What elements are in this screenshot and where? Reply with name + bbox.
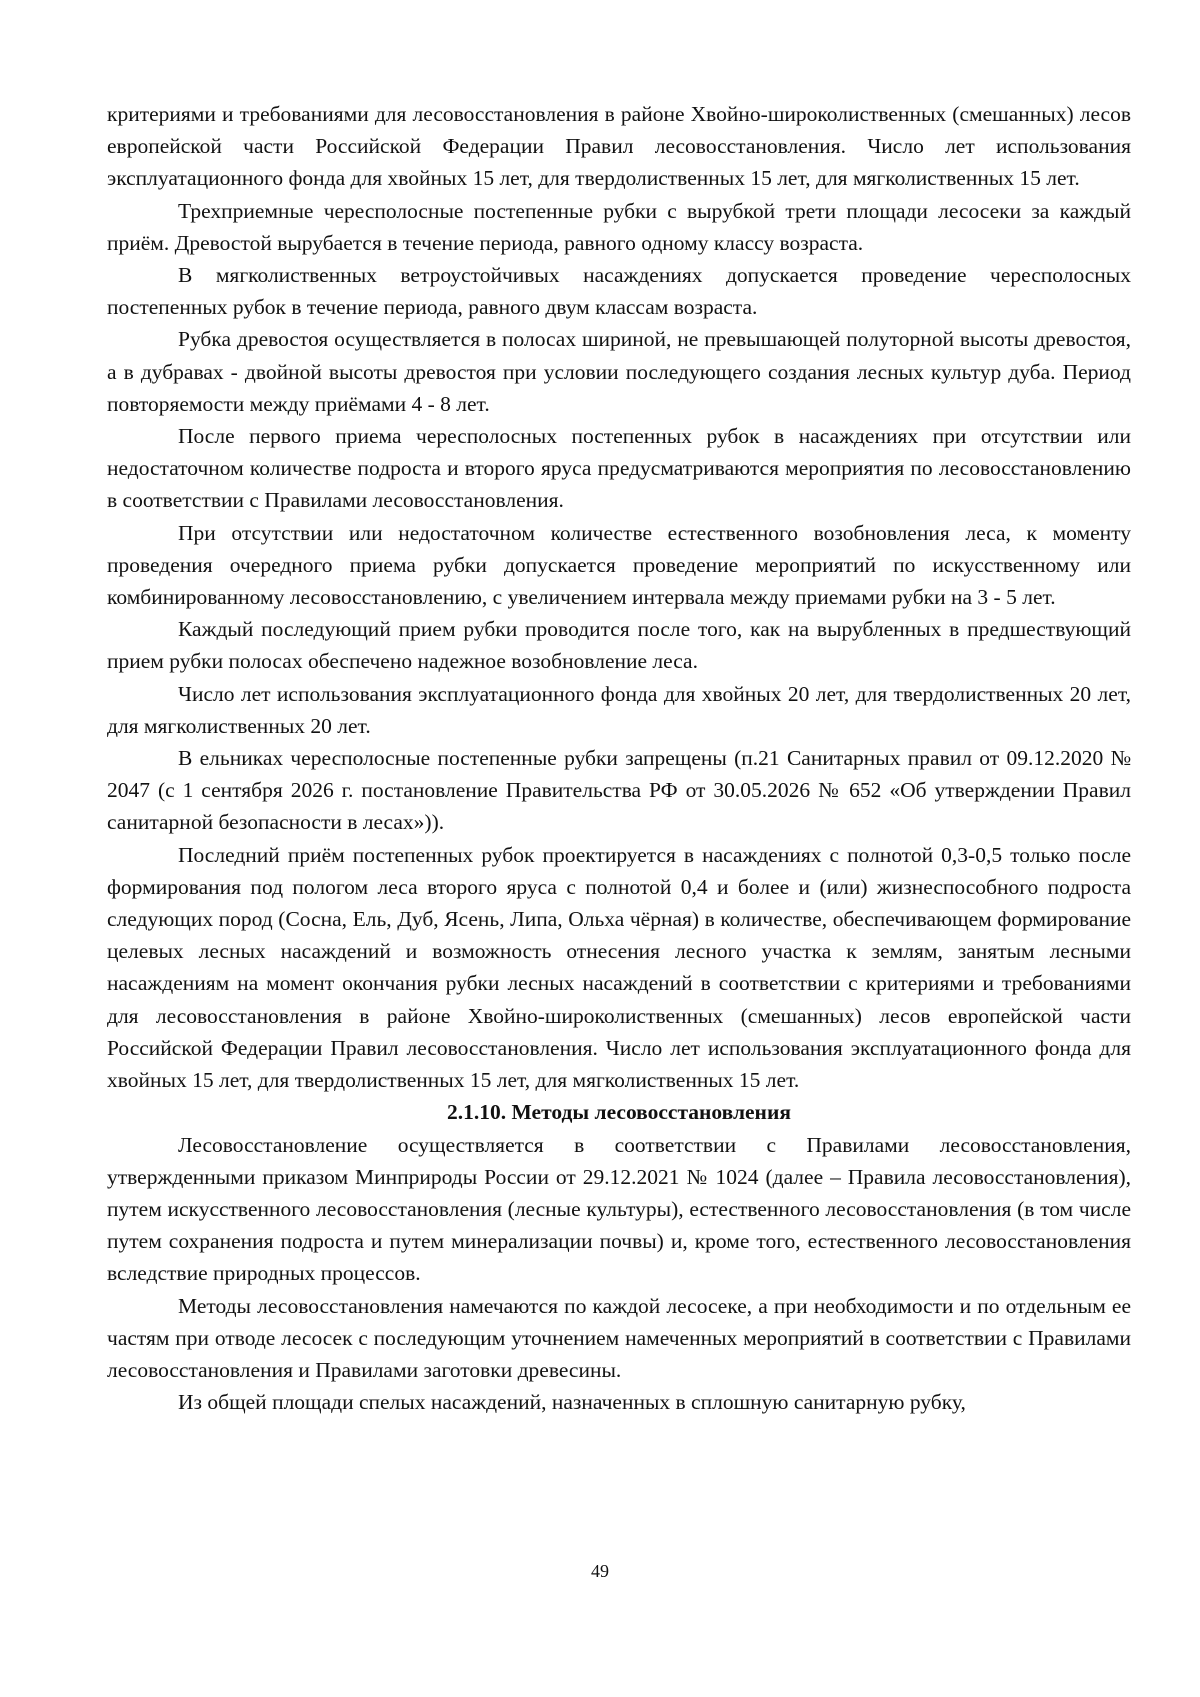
page-number: 49: [591, 1561, 609, 1581]
paragraph-reforestation-methods: Методы лесовосстановления намечаются по каждой лесосеке, а при необходимости и по отдельным ее частям при отводе лесосек с последующим уточнением намеченных мероприятий в соответствии с Правилами лесовосстановления и Правилами заготовки древесины.: [107, 1293, 1131, 1382]
paragraph-subsequent-stage: Каждый последующий прием рубки проводится после того, как на вырубленных в предшествующий прием рубки полосах обеспечено надежное возобновление леса.: [107, 617, 1131, 674]
paragraph-continuation: критериями и требованиями для лесовосстановления в районе Хвойно-широколиственных (смешанных) лесов европейской части Российской Федерации Правил лесовосстановления. Число лет использования эксплуатационного фонда для хвойных 15 лет, для твердолиственных 15 лет, для мягколиственных 15 лет.: [107, 102, 1131, 191]
paragraph-total-area: Из общей площади спелых насаждений, назначенных в сплошную санитарную рубку,: [178, 1390, 966, 1415]
paragraph-after-first-stage: После первого приема чересполосных постепенных рубок в насаждениях при отсутствии или недостаточном количестве подроста и второго яруса предусматриваются мероприятия по лесовосстановлению в соответствии с Правилами лесовосстановления.: [107, 424, 1131, 513]
paragraph-insufficient-regeneration: При отсутствии или недостаточном количестве естественного возобновления леса, к моменту проведения очередного приема рубки допускается проведение мероприятий по искусственному или комбинированному лесовосстановлению, с увеличением интервала между приемами рубки на 3 - 5 лет.: [107, 520, 1131, 610]
paragraph-spruce-prohibition: В ельниках чересполосные постепенные рубки запрещены (п.21 Санитарных правил от 09.12.2020 № 2047 (с 1 сентября 2026 г. постановление Правительства РФ от 30.05.2026 № 652 «Об утверждении Правил санитарной безопасности в лесах»)).: [107, 746, 1131, 835]
paragraph-three-stage-cuts: Трехприемные чересполосные постепенные рубки с вырубкой трети площади лесосеки за каждый приём. Древостой вырубается в течение периода, равного одному классу возраста.: [107, 198, 1131, 255]
paragraph-fund-years-20: Число лет использования эксплуатационного фонда для хвойных 20 лет, для твердолиственных 20 лет, для мягколиственных 20 лет.: [107, 681, 1131, 738]
paragraph-softwood-stands: В мягколиственных ветроустойчивых насаждениях допускается проведение чересполосных постепенных рубок в течение периода, равного двум классам возраста.: [107, 263, 1131, 320]
paragraph-last-stage: Последний приём постепенных рубок проектируется в насаждениях с полнотой 0,3-0,5 только после формирования под пологом леса второго яруса с полнотой 0,4 и более и (или) жизнеспособного подроста следующих пород (Сосна, Ель, Дуб, Ясень, Липа, Ольха чёрная) в количестве, обеспечивающем формирование целевых лесных насаждений и возможность отнесения лесного участка к землям, занятым лесными насаждениям на момент окончания рубки лесных насаждений в соответствии с критериями и требованиями для лесовосстановления в районе Хвойно-широколиственных (смешанных) лесов европейской части Российской Федерации Правил лесовосстановления. Число лет использования эксплуатационного фонда для хвойных 15 лет, для твердолиственных 15 лет, для мягколиственных 15 лет.: [107, 842, 1131, 1093]
paragraph-strip-width: Рубка древостоя осуществляется в полосах шириной, не превышающей полуторной высоты древостоя, а в дубравах - двойной высоты древостоя при условии последующего создания лесных культур дуба. Период повторяемости между приёмами 4 - 8 лет.: [107, 327, 1131, 416]
paragraph-reforestation-rules: Лесовосстановление осуществляется в соответствии с Правилами лесовосстановления, утвержденными приказом Минприроды России от 29.12.2021 № 1024 (далее – Правила лесовосстановления), путем искусственного лесовосстановления (лесные культуры), естественного лесовосстановления (в том числе путем сохранения подроста и путем минерализации почвы) и, кроме того, естественного лесовосстановления вследствие природных процессов.: [107, 1132, 1131, 1286]
document-page: [107, 98, 1131, 1418]
section-heading: 2.1.10. Методы лесовосстановления: [447, 1100, 791, 1125]
